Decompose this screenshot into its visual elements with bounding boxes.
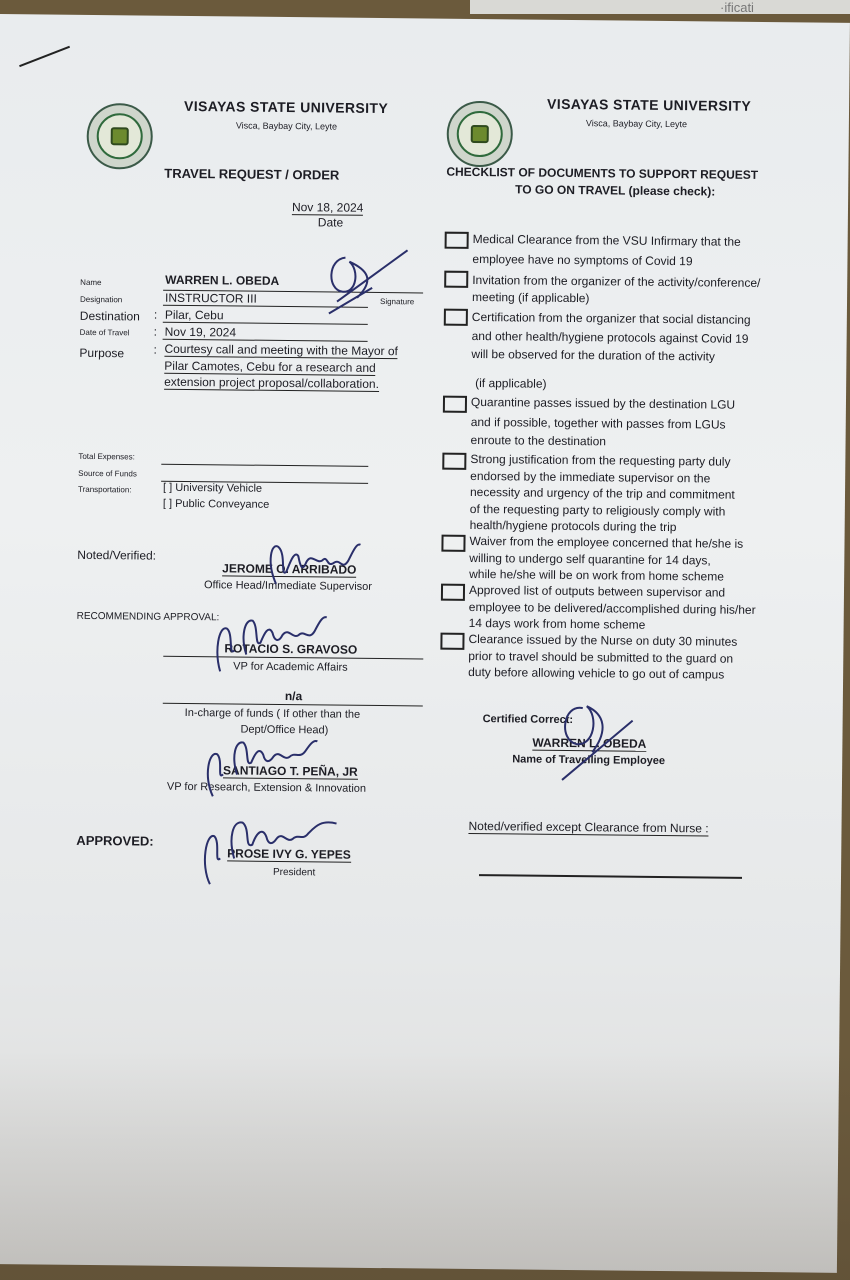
signature-gravoso	[208, 606, 339, 677]
checkbox-quarantine-passes[interactable]	[443, 396, 467, 413]
item-invitation: Invitation from the organizer of the activity/conference/ meeting (if applicable)	[471, 272, 761, 305]
signature-warren-main	[297, 239, 418, 320]
form-title: TRAVEL REQUEST / ORDER	[164, 165, 340, 183]
university-address-left: Visca, Baybay City, Leyte	[235, 120, 338, 132]
signature-pena	[197, 728, 328, 799]
vp-research-name: SANTIAGO T. PEÑA, JR	[223, 763, 358, 779]
checkbox-waiver[interactable]	[441, 535, 465, 552]
checkbox-strong-justification[interactable]	[442, 453, 466, 470]
approved-label: APPROVED:	[76, 832, 154, 849]
date-of-travel-colon: :	[153, 324, 158, 339]
transport-option-university-vehicle[interactable]: [ ] University Vehicle	[162, 481, 263, 495]
university-seal-right	[446, 101, 513, 168]
item-waiver: Waiver from the employee concerned that he/she is willing to undergo self quarantine for 14 days, while he/she will be on work from home scheme	[469, 533, 744, 584]
university-name-right: VISAYAS STATE UNIVERSITY	[547, 95, 752, 114]
vp-academic-name: ROTACIO S. GRAVOSO	[224, 641, 358, 657]
president-title: President	[272, 866, 316, 879]
margin-pen-mark	[17, 42, 72, 73]
item-quarantine-passes: Quarantine passes issued by the destination LGU and if possible, together with passes from LGUs enroute to the destination	[470, 394, 736, 449]
transportation-label: Transportation:	[77, 484, 132, 495]
university-name-left: VISAYAS STATE UNIVERSITY	[183, 97, 389, 117]
name-value: WARREN L. OBEDA	[165, 272, 280, 288]
purpose-line-2: Pilar Camotes, Cebu for a research and	[164, 358, 376, 375]
item-strong-justification: Strong justification from the requesting party duly endorsed by the immediate supervisor on the necessity and urgency of the trip and commitment of the requesting party to religiously comply with health/hygiene protocols during the trip	[469, 451, 735, 535]
signature-label: Signature	[379, 296, 415, 307]
destination-label: Destination	[79, 308, 140, 324]
travelling-employee-caption: Name of Travelling Employee	[512, 753, 666, 768]
noted-except-nurse-label: Noted/verified except Clearance from Nurse :	[468, 818, 709, 836]
name-label: Name	[80, 277, 102, 288]
corner-scribble: ·ificati	[720, 0, 754, 15]
destination-colon: :	[153, 307, 158, 322]
checklist-title-line1: CHECKLIST OF DOCUMENTS TO SUPPORT REQUEST	[446, 164, 759, 182]
background-paper-strip	[470, 0, 850, 14]
funds-incharge-label-2: Dept/Office Head)	[240, 723, 329, 737]
checkbox-nurse-clearance[interactable]	[440, 633, 464, 650]
designation-label: Designation	[79, 294, 123, 305]
purpose-label: Purpose	[79, 345, 125, 361]
certified-correct-label: Certified Correct:	[482, 713, 574, 727]
total-expenses-label: Total Expenses:	[78, 451, 135, 462]
transport-option-public-conveyance[interactable]: [ ] Public Conveyance	[162, 497, 270, 511]
total-expenses-line	[161, 464, 368, 467]
designation-value: INSTRUCTOR III	[164, 290, 257, 306]
checkbox-medical-clearance[interactable]	[445, 232, 469, 249]
president-name: PROSE IVY G. YEPES	[227, 846, 351, 862]
travelling-employee-name: WARREN L. OBEDA	[532, 735, 647, 751]
funds-incharge-label-1: In-charge of funds ( If other than the	[184, 706, 361, 721]
funds-incharge-value: n/a	[284, 689, 303, 704]
checkbox-approved-outputs[interactable]	[441, 584, 465, 601]
vp-academic-title: VP for Academic Affairs	[233, 660, 348, 674]
noted-verified-label: Noted/Verified:	[77, 547, 157, 563]
purpose-line-1: Courtesy call and meeting with the Mayor of	[164, 341, 399, 359]
vp-research-title: VP for Research, Extension & Innovation	[166, 780, 367, 795]
purpose-line-3: extension project proposal/collaboration.	[164, 374, 380, 391]
signature-yepes	[196, 808, 347, 890]
item-certification: Certification from the organizer that social distancing and other health/hygiene protocols against Covid 19 will be observed for the duration of the activity (if applicable)	[471, 309, 751, 391]
hand-shadow	[0, 1050, 850, 1280]
signature-warren-certified	[532, 680, 653, 791]
checkbox-invitation[interactable]	[444, 271, 468, 288]
funds-incharge-line	[163, 703, 423, 707]
recommending-approval-label: RECOMMENDING APPROVAL:	[76, 610, 220, 624]
signature-arribado	[256, 532, 377, 593]
item-approved-outputs: Approved list of outputs between supervisor and employee to be delivered/accomplished during his/her 14 days work from home scheme	[468, 582, 756, 632]
item-medical-clearance: Medical Clearance from the VSU Infirmary that the employee have no symptoms of Covid 19	[472, 231, 741, 268]
supervisor-title: Office Head/Immediate Supervisor	[203, 579, 373, 593]
item-nurse-clearance: Clearance issued by the Nurse on duty 30 minutes prior to travel should be submitted to the guard on duty before allowing vehicle to go out of campus	[468, 631, 738, 682]
destination-value: Pilar, Cebu	[164, 307, 224, 323]
noted-except-nurse-line	[479, 874, 742, 879]
source-of-funds-label: Source of Funds	[78, 468, 137, 479]
purpose-colon: :	[153, 342, 157, 357]
supervisor-name: JEROME O. ARRIBADO	[222, 561, 357, 577]
date-label: Date	[317, 215, 344, 230]
university-address-right: Visca, Baybay City, Leyte	[585, 118, 688, 130]
date-value: Nov 18, 2024	[291, 200, 364, 215]
checklist-title-line2: TO GO ON TRAVEL (please check):	[515, 182, 716, 199]
checkbox-certification[interactable]	[444, 309, 468, 326]
date-of-travel-label: Date of Travel	[79, 327, 130, 338]
date-of-travel-value: Nov 19, 2024	[164, 324, 237, 340]
university-seal-left	[86, 103, 153, 170]
